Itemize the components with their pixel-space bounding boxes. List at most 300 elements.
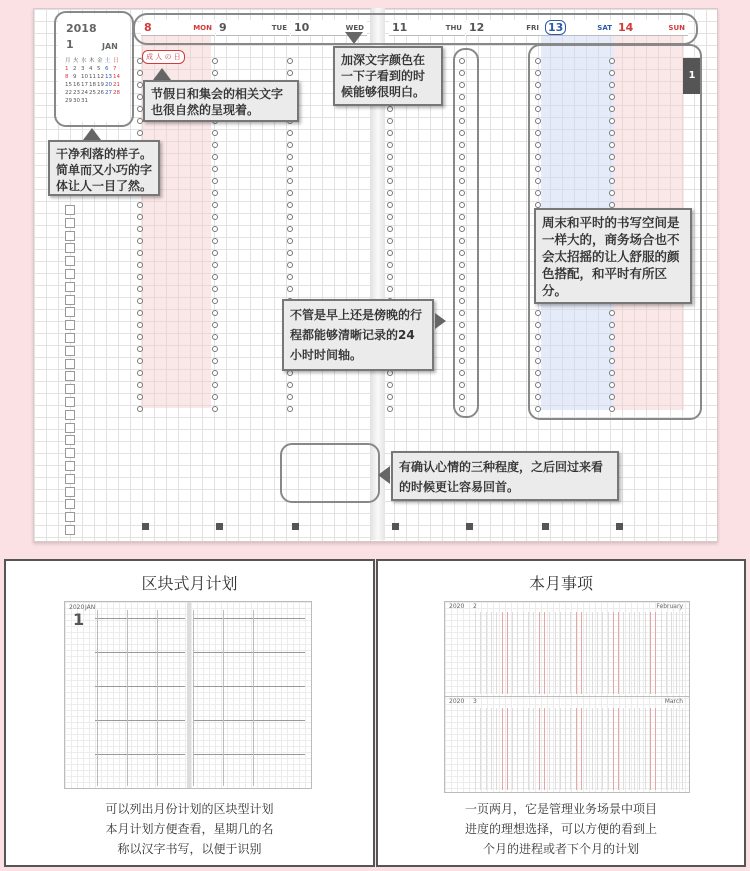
caption-line: 进度的理想选择，可以方便的看到上 — [464, 822, 657, 836]
timeline-bead — [137, 406, 143, 412]
gantt-day-line — [555, 612, 556, 694]
caption-line: 一页两月，它是管理业务场景中项目 — [464, 802, 657, 816]
gantt-day-line — [655, 612, 656, 694]
day-number: 11 — [392, 21, 408, 34]
gantt-day-line — [576, 612, 577, 694]
timeline-bead — [212, 214, 218, 220]
timeline-bead — [212, 154, 218, 160]
callout-pointer — [378, 466, 390, 484]
header-outline — [133, 13, 698, 45]
page-tab: 1 — [683, 58, 701, 94]
gantt-day-line — [544, 612, 545, 694]
mini-calendar-day: 23 — [73, 90, 80, 96]
gantt-day-line — [475, 708, 476, 790]
mini-calendar-day: 27 — [105, 90, 112, 96]
block-row-line — [193, 720, 305, 721]
gantt-day-line — [581, 708, 582, 790]
timeline-bead — [287, 130, 293, 136]
weekday-label: WED — [345, 23, 364, 32]
timeline-bead — [287, 70, 293, 76]
callout-pointer — [153, 68, 171, 80]
gantt-day-line — [549, 708, 550, 790]
block-row-line — [193, 652, 305, 653]
gantt-day-line — [650, 612, 651, 694]
thumb-year: 2020 — [449, 698, 465, 705]
callout-darker-text: 加深文字颜色在一下子看到的时候能够很明白。 — [333, 46, 443, 106]
mini-calendar-day: 17 — [81, 82, 88, 88]
mini-calendar-day: 26 — [97, 90, 104, 96]
day-number: 14 — [618, 21, 634, 34]
timeline-bead — [387, 190, 393, 196]
holiday-tag: 成 人 の 日 — [142, 50, 185, 64]
timeline-bead — [387, 274, 393, 280]
task-checkbox[interactable] — [65, 269, 75, 279]
gantt-day-line — [539, 708, 540, 790]
day-number: 10 — [294, 21, 310, 34]
mini-calendar-day: 19 — [97, 82, 104, 88]
gantt-day-line — [512, 612, 513, 694]
timeline-bead — [137, 334, 143, 340]
weekday-label: SAT — [597, 23, 612, 32]
gantt-day-line — [666, 612, 667, 694]
timeline-bead — [212, 70, 218, 76]
timeline-bead — [212, 238, 218, 244]
gantt-day-line — [666, 708, 667, 790]
block-row-line — [95, 686, 185, 687]
mini-calendar-day: 7 — [113, 66, 117, 72]
weekday-label: SUN — [668, 23, 685, 32]
timeline-bead — [287, 142, 293, 148]
task-checkbox[interactable] — [65, 448, 75, 458]
timeline-bead — [387, 262, 393, 268]
block-col-line — [127, 610, 128, 786]
gantt-day-line — [523, 708, 524, 790]
day-footer-marker — [542, 523, 549, 530]
thumb-month-name: February — [656, 603, 683, 610]
task-checkbox[interactable] — [65, 320, 75, 330]
timeline-bead — [212, 130, 218, 136]
gantt-day-line — [555, 708, 556, 790]
gantt-day-line — [650, 708, 651, 790]
gantt-day-line — [533, 612, 534, 694]
gantt-day-line — [544, 708, 545, 790]
block-month-panel — [4, 559, 375, 867]
callout-weekend: 周末和平时的书写空间是一样大的，商务场合也不会太招摇的让人舒服的颜色搭配，和平时有所区分。 — [534, 208, 692, 304]
gantt-day-line — [560, 612, 561, 694]
timeline-bead — [387, 166, 393, 172]
thumb-month-name: March — [664, 698, 683, 705]
thumb-year: 2020 — [69, 604, 85, 611]
gantt-day-line — [671, 708, 672, 790]
mini-calendar-weekday: 火 — [73, 58, 79, 64]
mini-calendar-year: 2018 — [66, 22, 97, 35]
mini-calendar-day: 9 — [73, 74, 77, 80]
timeline-bead — [212, 322, 218, 328]
task-checkbox[interactable] — [65, 243, 75, 253]
timeline-bead — [387, 286, 393, 292]
timeline-bead — [212, 394, 218, 400]
timeline-bead — [387, 106, 393, 112]
gantt-day-line — [613, 708, 614, 790]
block-row-line — [95, 720, 185, 721]
panel-title: 区块式月计划 — [141, 574, 238, 593]
timeline-bead — [287, 178, 293, 184]
mini-calendar-day: 25 — [89, 90, 96, 96]
gantt-day-line — [549, 612, 550, 694]
gantt-day-line — [565, 708, 566, 790]
timeline-bead — [387, 178, 393, 184]
block-row-line — [193, 754, 305, 755]
timeline-bead — [137, 214, 143, 220]
gantt-day-line — [645, 708, 646, 790]
timeline-bead — [387, 142, 393, 148]
gantt-day-line — [655, 708, 656, 790]
block-row-line — [193, 618, 305, 619]
task-checkbox[interactable] — [65, 512, 75, 522]
timeline-bead — [137, 202, 143, 208]
mini-calendar-outline — [54, 11, 134, 127]
timeline-bead — [387, 406, 393, 412]
mini-calendar-day: 5 — [97, 66, 101, 72]
mini-calendar-day: 2 — [73, 66, 77, 72]
gantt-day-line — [502, 708, 503, 790]
timeline-bead — [137, 322, 143, 328]
task-checkbox[interactable] — [65, 359, 75, 369]
day-number: 13 — [545, 20, 566, 35]
caption-line: 称以汉字书写，以便于识别 — [117, 842, 262, 856]
timeline-bead — [287, 406, 293, 412]
mini-calendar-day: 3 — [81, 66, 85, 72]
timeline-bead — [212, 346, 218, 352]
gantt-day-line — [629, 708, 630, 790]
thumb-month: 1 — [73, 610, 85, 629]
mini-calendar-day: 28 — [113, 90, 120, 96]
mini-calendar-day: 24 — [81, 90, 88, 96]
timeline-bead — [387, 226, 393, 232]
mini-calendar-weekday: 金 — [97, 58, 103, 64]
day-footer-marker — [392, 523, 399, 530]
gantt-day-line — [560, 708, 561, 790]
mini-calendar-day: 16 — [73, 82, 80, 88]
task-checkbox[interactable] — [65, 397, 75, 407]
timeline-bead — [387, 202, 393, 208]
day-footer-marker — [216, 523, 223, 530]
gantt-day-line — [618, 612, 619, 694]
caption-line: 个月的进程或者下个月的计划 — [482, 842, 639, 856]
gantt-day-line — [586, 708, 587, 790]
gantt-day-line — [570, 708, 571, 790]
timeline-bead — [287, 394, 293, 400]
gantt-day-line — [528, 612, 529, 694]
timeline-bead — [137, 298, 143, 304]
mini-calendar-day: 22 — [65, 90, 72, 96]
timeline-bead — [137, 382, 143, 388]
mini-calendar-day: 11 — [89, 74, 96, 80]
gantt-day-line — [480, 708, 481, 790]
timeline-bead — [212, 310, 218, 316]
caption-line: 可以列出月份计划的区块型计划 — [105, 802, 274, 816]
mini-calendar-day: 31 — [81, 98, 88, 104]
monthly-items-thumbnail — [444, 601, 690, 793]
timeline-bead — [137, 358, 143, 364]
weekday-label: FRI — [526, 23, 539, 32]
callout-pointer — [345, 32, 363, 44]
gantt-day-line — [570, 612, 571, 694]
task-checkbox[interactable] — [65, 435, 75, 445]
callout-mood: 有确认心情的三种程度，之后回过来看的时候更让容易回首。 — [391, 451, 619, 501]
gantt-day-line — [682, 708, 683, 790]
gantt-day-line — [539, 612, 540, 694]
mini-calendar-day: 18 — [89, 82, 96, 88]
timeline-bead — [212, 202, 218, 208]
timeline-bead — [287, 274, 293, 280]
gantt-day-line — [618, 708, 619, 790]
gantt-day-line — [682, 612, 683, 694]
day-number: 9 — [219, 21, 227, 34]
gantt-day-line — [661, 612, 662, 694]
mini-calendar-day: 8 — [65, 74, 69, 80]
timeline-bead — [137, 370, 143, 376]
mini-calendar-day: 30 — [73, 98, 80, 104]
gantt-day-line — [523, 612, 524, 694]
timeline-bead — [287, 238, 293, 244]
day-footer-marker — [142, 523, 149, 530]
block-col-line — [157, 610, 158, 786]
mini-calendar-weekday: 水 — [81, 58, 87, 64]
timeline-bead — [212, 334, 218, 340]
task-checkbox[interactable] — [65, 423, 75, 433]
block-col-line — [97, 610, 98, 786]
timeline-bead — [137, 310, 143, 316]
gantt-day-line — [602, 612, 603, 694]
timeline-bead — [212, 190, 218, 196]
timeline-bead — [137, 262, 143, 268]
gantt-day-line — [512, 708, 513, 790]
weekday-label: MON — [193, 23, 212, 32]
block-col-line — [193, 610, 194, 786]
task-checkbox[interactable] — [65, 282, 75, 292]
mini-calendar-day: 4 — [89, 66, 93, 72]
mini-calendar-day: 21 — [113, 82, 120, 88]
timeline-bead — [212, 178, 218, 184]
gantt-day-line — [475, 612, 476, 694]
task-checkbox[interactable] — [65, 487, 75, 497]
thumb-divider — [445, 696, 689, 697]
task-checkbox[interactable] — [65, 474, 75, 484]
gantt-day-line — [496, 612, 497, 694]
thumb-month-en: JAN — [85, 604, 96, 611]
timeline-bead — [212, 406, 218, 412]
task-checkbox[interactable] — [65, 307, 75, 317]
mini-calendar-day: 15 — [65, 82, 72, 88]
task-checkbox[interactable] — [65, 410, 75, 420]
monthly-items-panel — [376, 559, 746, 867]
timeline-bead — [137, 238, 143, 244]
gantt-day-line — [592, 708, 593, 790]
timeline-bead — [137, 130, 143, 136]
block-row-line — [193, 686, 305, 687]
gantt-day-line — [507, 612, 508, 694]
gantt-day-line — [634, 708, 635, 790]
task-checkbox[interactable] — [65, 371, 75, 381]
task-checkbox[interactable] — [65, 461, 75, 471]
timeline-bead — [287, 250, 293, 256]
day-number: 12 — [469, 21, 485, 34]
timeline-bead — [287, 226, 293, 232]
darker-text-outline — [453, 48, 479, 418]
callout-holiday: 节假日和集会的相关文字也很自然的呈现着。 — [143, 80, 299, 122]
block-row-line — [95, 652, 185, 653]
block-month-thumbnail — [64, 601, 312, 789]
mini-calendar-weekday: 土 — [105, 58, 111, 64]
thumb-month: 3 — [473, 698, 477, 705]
timeline-bead — [212, 370, 218, 376]
timeline-bead — [387, 214, 393, 220]
gantt-day-line — [671, 612, 672, 694]
timeline-bead — [137, 58, 143, 64]
timeline-bead — [137, 274, 143, 280]
panel-caption — [378, 799, 744, 859]
day-footer-marker — [292, 523, 299, 530]
timeline-bead — [287, 58, 293, 64]
gantt-day-line — [496, 708, 497, 790]
caption-line: 本月计划方便查看，星期几的名 — [105, 822, 274, 836]
task-checkbox[interactable] — [65, 333, 75, 343]
task-checkbox[interactable] — [65, 525, 75, 535]
task-checkbox[interactable] — [65, 256, 75, 266]
gantt-day-line — [639, 708, 640, 790]
timeline-bead — [287, 214, 293, 220]
timeline-bead — [387, 154, 393, 160]
timeline-bead — [212, 274, 218, 280]
task-checkbox[interactable] — [65, 499, 75, 509]
thumb-divider — [187, 602, 191, 788]
mini-calendar-weekday: 月 — [65, 58, 71, 64]
gantt-day-line — [613, 612, 614, 694]
timeline-bead — [212, 226, 218, 232]
timeline-bead — [287, 154, 293, 160]
gantt-day-line — [486, 612, 487, 694]
gantt-day-line — [533, 708, 534, 790]
timeline-bead — [137, 346, 143, 352]
task-checkbox[interactable] — [65, 295, 75, 305]
gantt-day-line — [597, 612, 598, 694]
weekday-label: THU — [445, 23, 462, 32]
mini-calendar-day: 6 — [105, 66, 109, 72]
gantt-day-line — [480, 612, 481, 694]
task-checkbox[interactable] — [65, 346, 75, 356]
callout-pointer — [83, 128, 101, 140]
mini-calendar-day: 10 — [81, 74, 88, 80]
timeline-bead — [212, 58, 218, 64]
timeline-bead — [287, 262, 293, 268]
gantt-day-line — [565, 612, 566, 694]
gantt-day-line — [586, 612, 587, 694]
timeline-bead — [287, 190, 293, 196]
task-checkbox[interactable] — [65, 384, 75, 394]
block-col-line — [223, 610, 224, 786]
day-footer-marker — [466, 523, 473, 530]
gantt-day-line — [592, 612, 593, 694]
mini-calendar-day: 20 — [105, 82, 112, 88]
gantt-day-line — [517, 612, 518, 694]
day-footer-marker — [616, 523, 623, 530]
timeline-bead — [212, 166, 218, 172]
mini-calendar-day: 29 — [65, 98, 72, 104]
gantt-day-line — [502, 612, 503, 694]
gantt-day-line — [597, 708, 598, 790]
gantt-day-line — [517, 708, 518, 790]
gantt-day-line — [486, 708, 487, 790]
task-checkbox[interactable] — [65, 231, 75, 241]
mini-calendar-month: 1 — [66, 38, 74, 51]
gantt-day-line — [602, 708, 603, 790]
timeline-bead — [212, 298, 218, 304]
block-col-line — [253, 610, 254, 786]
gantt-day-line — [629, 612, 630, 694]
task-checkbox[interactable] — [65, 218, 75, 228]
timeline-bead — [212, 262, 218, 268]
gantt-day-line — [608, 612, 609, 694]
gantt-day-line — [623, 708, 624, 790]
gantt-day-line — [661, 708, 662, 790]
timeline-bead — [387, 118, 393, 124]
callout-clean: 干净利落的样子。简单而又小巧的字体让人一目了然。 — [48, 140, 160, 196]
weekday-label: TUE — [271, 23, 287, 32]
gantt-day-line — [608, 708, 609, 790]
timeline-bead — [387, 130, 393, 136]
mini-calendar-day: 12 — [97, 74, 104, 80]
timeline-bead — [287, 286, 293, 292]
timeline-bead — [212, 142, 218, 148]
gantt-day-line — [645, 612, 646, 694]
gantt-day-line — [676, 612, 677, 694]
task-checkbox[interactable] — [65, 205, 75, 215]
timeline-bead — [212, 358, 218, 364]
gantt-day-line — [507, 708, 508, 790]
timeline-bead — [212, 382, 218, 388]
thumb-month: 2 — [473, 603, 477, 610]
block-row-line — [95, 754, 185, 755]
callout-timeline: 不管是早上还是傍晚的行程都能够清晰记录的24小时时间轴。 — [282, 299, 434, 371]
timeline-bead — [387, 382, 393, 388]
timeline-bead — [287, 202, 293, 208]
gantt-day-line — [676, 708, 677, 790]
thumb-year: 2020 — [449, 603, 465, 610]
timeline-bead — [137, 70, 143, 76]
gantt-day-line — [639, 612, 640, 694]
mini-calendar-weekday: 木 — [89, 58, 95, 64]
timeline-bead — [387, 250, 393, 256]
gantt-day-line — [528, 708, 529, 790]
mini-calendar-day: 13 — [105, 74, 112, 80]
mini-calendar-month-en: JAN — [102, 42, 118, 51]
mini-calendar-day: 1 — [65, 66, 69, 72]
timeline-bead — [387, 394, 393, 400]
gantt-day-line — [491, 708, 492, 790]
timeline-bead — [287, 382, 293, 388]
gantt-day-line — [576, 708, 577, 790]
panel-title: 本月事项 — [528, 574, 593, 593]
gantt-day-line — [634, 612, 635, 694]
day-number: 8 — [144, 21, 152, 34]
timeline-bead — [137, 250, 143, 256]
timeline-bead — [137, 226, 143, 232]
timeline-bead — [212, 250, 218, 256]
block-row-line — [95, 618, 185, 619]
gantt-day-line — [581, 612, 582, 694]
mini-calendar-day: 14 — [113, 74, 120, 80]
